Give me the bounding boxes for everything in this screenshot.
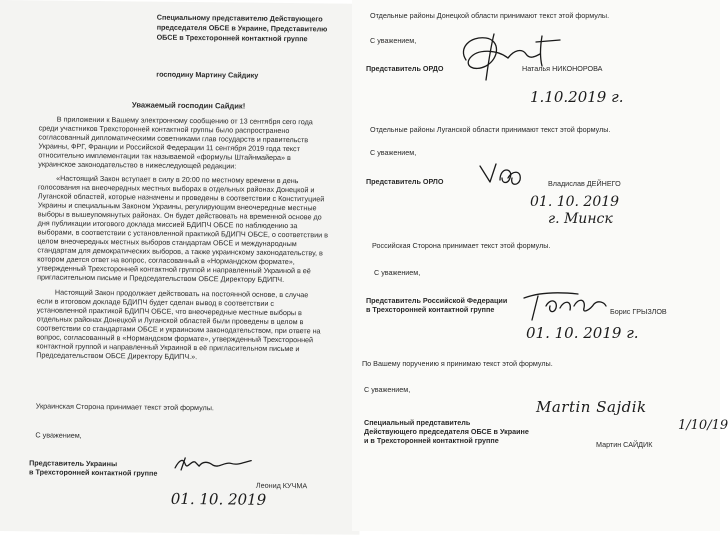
text-line: Председательством ОБСЕ Директору БДИПЧ.». [36, 350, 198, 362]
deinego-signature [478, 160, 528, 194]
text-line: выборами, в соответствии с установленной практикой БДИПЧ ОБСЕ, о соответствии в [37, 227, 328, 240]
osce-rep-name: Мартин САЙДИК [596, 440, 653, 449]
text-line: «Настоящий Закон вступает в силу в 20:00 по местному времени в день [56, 173, 299, 186]
text-line: дня публикации итогового доклада миссией БДИПЧ ОБСЕ по наблюдению за [37, 218, 298, 231]
text-line: если в итоговом докладе БДИПЧ будет сделан вывод в соответствии с [36, 296, 275, 308]
text-line: целом внеочередных местных выборов стандартам ОБСЕ и международным [37, 236, 297, 249]
russia-accept-text: Российская Сторона принимает текст этой формулы. [372, 241, 551, 250]
russia-rep-name: Борис ГРЫЗЛОВ [610, 307, 667, 316]
text-line: стандартам для демократических выборов, а также украинскому законодательству, в [37, 245, 323, 258]
ordo-signature-date: 1.10.2019 г. [530, 88, 624, 106]
text-line: украинское законодательство в нижеследующей редакции: [38, 159, 237, 171]
text-line: вопрос, согласованный в «Нормандском формате», утвержденный Трехсторонней [36, 332, 314, 345]
text-line: отдельных районах Донецкой и Луганской областей были проведены в целом в [36, 314, 304, 327]
text-line: котором дается ответ на вопрос, согласованный в «Нормандском формате», [37, 254, 295, 267]
gryzlov-signature [520, 288, 610, 322]
text-line: выборы в вышеупомянутых районах. Он будет действовать на временной основе до [37, 209, 322, 222]
text-line: соответствии со стандартами ОБСЕ и украинским законодательством, при ответе на [36, 323, 321, 336]
osce-rep-title-1: Специальный представитель [364, 418, 471, 427]
kuchma-signature [173, 454, 253, 477]
addressee-line-3: ОБСЕ в Трехсторонней контактной группе [156, 32, 308, 44]
osce-accept-text: По Вашему поручению я принимаю текст этой формулы. [362, 359, 553, 368]
osce-rep-title-2: Действующего председателя ОБСЕ в Украине [364, 427, 529, 436]
text-line: относительно имплементации так называемой «формулы Штайнмайера» в [38, 150, 291, 163]
sajdik-signature: Martin Sajdik [536, 398, 647, 416]
orlo-accept-text: Отдельные районы Луганской области принимают текст этой формулы. [370, 125, 611, 134]
osce-rep-title-3: и в Трехсторонней контактной группе [364, 436, 499, 445]
ordo-accept-text: Отдельные районы Донецкой области принимают текст этой формулы. [370, 11, 610, 20]
text-line: Настоящий Закон продолжает действовать на постоянной основе, в случае [54, 287, 309, 300]
text-line: среди участников Трехсторонней контактной группы было распространено [38, 123, 290, 136]
russia-signature-date: 01. 10. 2019 г. [526, 324, 639, 342]
text-line: установленной практикой БДИПЧ ОБСЕ, что внеочередные местные выборы в [36, 305, 302, 318]
text-line: В приложении к Вашему электронному сообщению от 13 сентября сего года [56, 114, 313, 127]
ukraine-rep-name: Леонид КУЧМА [255, 480, 308, 491]
ukraine-accept-text: Украинская Сторона принимает текст этой формулы. [35, 401, 214, 413]
orlo-signature-place: г. Минск [548, 211, 613, 227]
addressee-line-1: Специальному представителю Действующего [156, 12, 323, 24]
ordo-rep-name: Наталья НИКОНОРОВА [522, 64, 603, 73]
text-line: Украины и специальным Законом Украины, регулирующим внеочередные местные [37, 200, 317, 213]
regards-text: С уважением, [364, 385, 411, 394]
nikonorova-signature [456, 30, 566, 82]
orlo-rep-name: Владислав ДЕЙНЕГО [548, 179, 621, 188]
text-line: пригласительном письме и Председательством ОБСЕ Директору БДИПЧ. [37, 272, 285, 284]
orlo-signature-date: 01. 10. 2019 [530, 194, 620, 210]
text-line: голосования на внеочередных местных выборах в отдельных районах Донецкой и [37, 182, 315, 195]
orlo-rep-title: Представитель ОРЛО [366, 177, 444, 186]
right-letter-page [352, 0, 728, 531]
ordo-rep-title: Представитель ОРДО [366, 64, 444, 73]
regards-text: С уважением, [35, 430, 82, 440]
regards-text: С уважением, [374, 268, 421, 277]
ukraine-signature-date: 01. 10. 2019 [170, 489, 267, 509]
salutation: Уважаемый господин Сайдик! [131, 100, 246, 111]
regards-text: С уважением, [370, 36, 417, 45]
osce-signature-date: 1/10/19 [678, 418, 728, 433]
regards-text: С уважением, [370, 148, 417, 157]
russia-rep-title-2: в Трехсторонней контактной группе [366, 305, 495, 314]
addressee-line-2: председателя ОБСЕ в Украине, Представителю [156, 22, 328, 34]
text-line: Луганской областей, которые назначены и проведены в соответствии с Конституцией [37, 191, 325, 204]
text-line: контактной группой и направленный Украиной в её пригласительном письме и [36, 341, 300, 354]
ukraine-rep-title-2: в Трехсторонней контактной группе [29, 467, 158, 478]
ukraine-rep-title-1: Представитель Украины [29, 458, 118, 469]
russia-rep-title-1: Представитель Российской Федерации [366, 296, 508, 305]
recipient-name: господину Мартину Сайдику [156, 69, 259, 80]
text-line: утвержденный Трехсторонней контактной группой и направленный Украиной в её [37, 263, 311, 276]
text-line: согласованный дипломатическими советниками глав государств и правительств [38, 132, 309, 145]
text-line: Украины, ФРГ, Франции и Российской Федерации 11 сентября 2019 года текст [38, 141, 300, 154]
